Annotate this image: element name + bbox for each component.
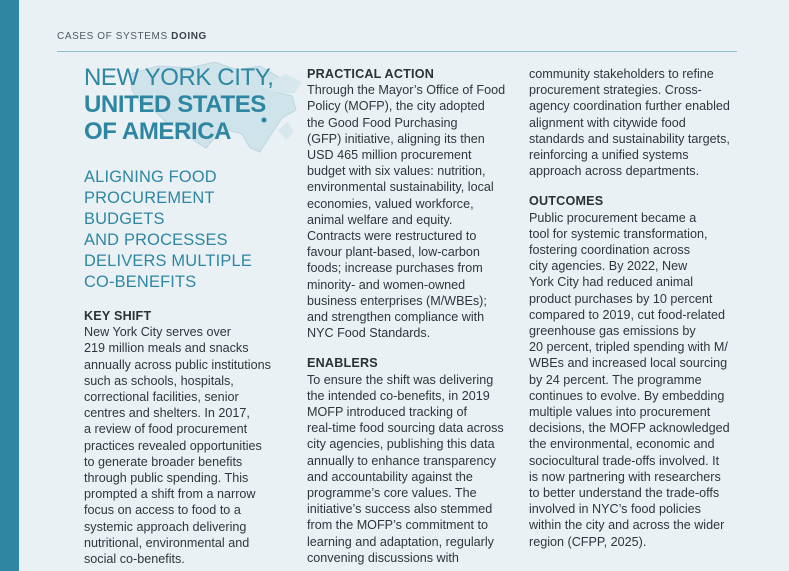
case-title-line-1: NEW YORK CITY, — [84, 64, 274, 91]
section-header — [57, 31, 207, 42]
text-line: centres and shelters. In 2017, — [84, 406, 250, 421]
text-line: programme’s core values. The — [307, 486, 477, 501]
text-line: multiple values into procurement — [529, 405, 711, 420]
text-line: and strengthen compliance with — [307, 310, 485, 325]
text-line: learning and adaptation, regularly — [307, 534, 494, 549]
text-line: the intended co-benefits, in 2019 — [307, 388, 490, 403]
text-line: nutritional, environmental and — [84, 535, 250, 550]
text-line: focus on access to food to a — [84, 503, 241, 518]
text-line: 20 percent, tripled spending with M/ — [529, 340, 728, 355]
text-line: is now partnering with researchers — [529, 469, 721, 484]
case-subtitle — [84, 167, 294, 293]
text-line: approach across departments. — [529, 164, 700, 179]
case-title — [84, 64, 294, 145]
subtitle-line: CO-BENEFITS — [84, 273, 197, 291]
text-line: USD 465 million procurement — [307, 148, 472, 163]
text-line: procurement strategies. Cross- — [529, 83, 702, 98]
text-line: and accountability against the — [307, 469, 473, 484]
text-line: to better understand the trade-offs — [529, 486, 720, 501]
column-left — [84, 64, 294, 567]
text-line: involved in NYC’s food policies — [529, 502, 701, 517]
text-line: minority- and women-owned — [307, 277, 466, 292]
header-category: CASES OF SYSTEMS — [57, 31, 168, 42]
practical-action-body — [307, 82, 519, 341]
text-line: Policy (MOFP), the city adopted — [307, 99, 485, 114]
text-line: fostering coordination across — [529, 243, 691, 258]
text-line: Contracts were restructured to — [307, 229, 477, 244]
text-line: (GFP) initiative, aligning its then — [307, 131, 485, 146]
text-line: agency coordination further enabled — [529, 99, 730, 114]
outcomes-heading: OUTCOMES — [529, 194, 604, 209]
text-line: by 24 percent. The programme — [529, 372, 702, 387]
text-line: systemic approach delivering — [84, 519, 247, 534]
header-category-bold: DOING — [171, 31, 207, 42]
text-line: standards and sustainability targets, — [529, 131, 730, 146]
text-line: budget with six values: nutrition, — [307, 164, 486, 179]
text-line: social co-benefits. — [84, 552, 185, 567]
text-line: such as schools, hospitals, — [84, 373, 234, 388]
text-line: business enterprises (M/WBEs); — [307, 293, 487, 308]
text-line: community stakeholders to refine — [529, 67, 714, 81]
enablers-body — [307, 372, 519, 566]
text-line: Public procurement became a — [529, 210, 697, 225]
text-line: initiative’s success also stemmed — [307, 502, 493, 517]
text-line: sociocultural trade-offs involved. It — [529, 453, 720, 468]
enablers-body-continued — [529, 66, 741, 179]
column-middle — [307, 66, 519, 566]
text-line: animal welfare and equity. — [307, 212, 453, 227]
text-line: economies, valued workforce, — [307, 196, 474, 211]
text-line: annually to enhance transparency — [307, 453, 497, 468]
case-title-line-3: OF AMERICA — [84, 118, 232, 145]
text-line: convening discussions with — [307, 550, 459, 565]
subtitle-line: PROCUREMENT BUDGETS — [84, 189, 215, 228]
text-line: prompted a shift from a narrow — [84, 487, 256, 502]
subtitle-line: ALIGNING FOOD — [84, 168, 217, 186]
text-line: reinforcing a unified systems — [529, 148, 689, 163]
outcomes-body — [529, 210, 741, 550]
text-line: to generate broader benefits — [84, 454, 243, 469]
subtitle-line: AND PROCESSES — [84, 231, 228, 249]
text-line: NYC Food Standards. — [307, 326, 431, 341]
column-right — [529, 66, 741, 550]
text-line: continues to evolve. By embedding — [529, 388, 725, 403]
text-line: city agencies. By 2022, New — [529, 259, 688, 274]
key-shift-body — [84, 324, 294, 567]
text-line: New York City serves over — [84, 325, 231, 340]
text-line: greenhouse gas emissions by — [529, 324, 696, 339]
enablers-heading: ENABLERS — [307, 356, 378, 371]
side-accent-bar — [0, 0, 19, 571]
text-line: foods; increase purchases from — [307, 261, 483, 276]
text-line: a review of food procurement — [84, 422, 248, 437]
text-line: MOFP introduced tracking of — [307, 405, 468, 420]
text-line: through public spending. This — [84, 471, 249, 486]
text-line: correctional facilities, senior — [84, 390, 239, 405]
text-line: Through the Mayor’s Office of Food — [307, 83, 506, 98]
text-line: environmental sustainability, local — [307, 180, 494, 195]
text-line: the Good Food Purchasing — [307, 115, 458, 130]
text-line: the environmental, economic and — [529, 437, 715, 452]
text-line: from the MOFP’s commitment to — [307, 518, 489, 533]
text-line: WBEs and increased local sourcing — [529, 356, 728, 371]
text-line: compared to 2019, cut food-related — [529, 307, 726, 322]
text-line: city agencies, publishing this data — [307, 437, 495, 452]
text-line: tool for systemic transformation, — [529, 226, 708, 241]
text-line: 219 million meals and snacks — [84, 341, 249, 356]
text-line: decisions, the MOFP acknowledged — [529, 421, 730, 436]
text-line: annually across public institutions — [84, 357, 271, 372]
text-line: York City had reduced animal — [529, 275, 694, 290]
text-line: favour plant-based, low-carbon — [307, 245, 480, 260]
text-line: within the city and across the wider — [529, 518, 725, 533]
practical-action-heading: PRACTICAL ACTION — [307, 67, 435, 81]
subtitle-line: DELIVERS MULTIPLE — [84, 252, 252, 270]
case-title-line-2: UNITED STATES — [84, 91, 266, 118]
text-line: alignment with citywide food — [529, 115, 686, 130]
key-shift-heading: KEY SHIFT — [84, 309, 152, 323]
text-line: practices revealed opportunities — [84, 438, 262, 453]
text-line: real-time food sourcing data across — [307, 421, 504, 436]
text-line: To ensure the shift was delivering — [307, 372, 494, 387]
text-line: region (CFPP, 2025). — [529, 534, 647, 549]
text-line: product purchases by 10 percent — [529, 291, 713, 306]
